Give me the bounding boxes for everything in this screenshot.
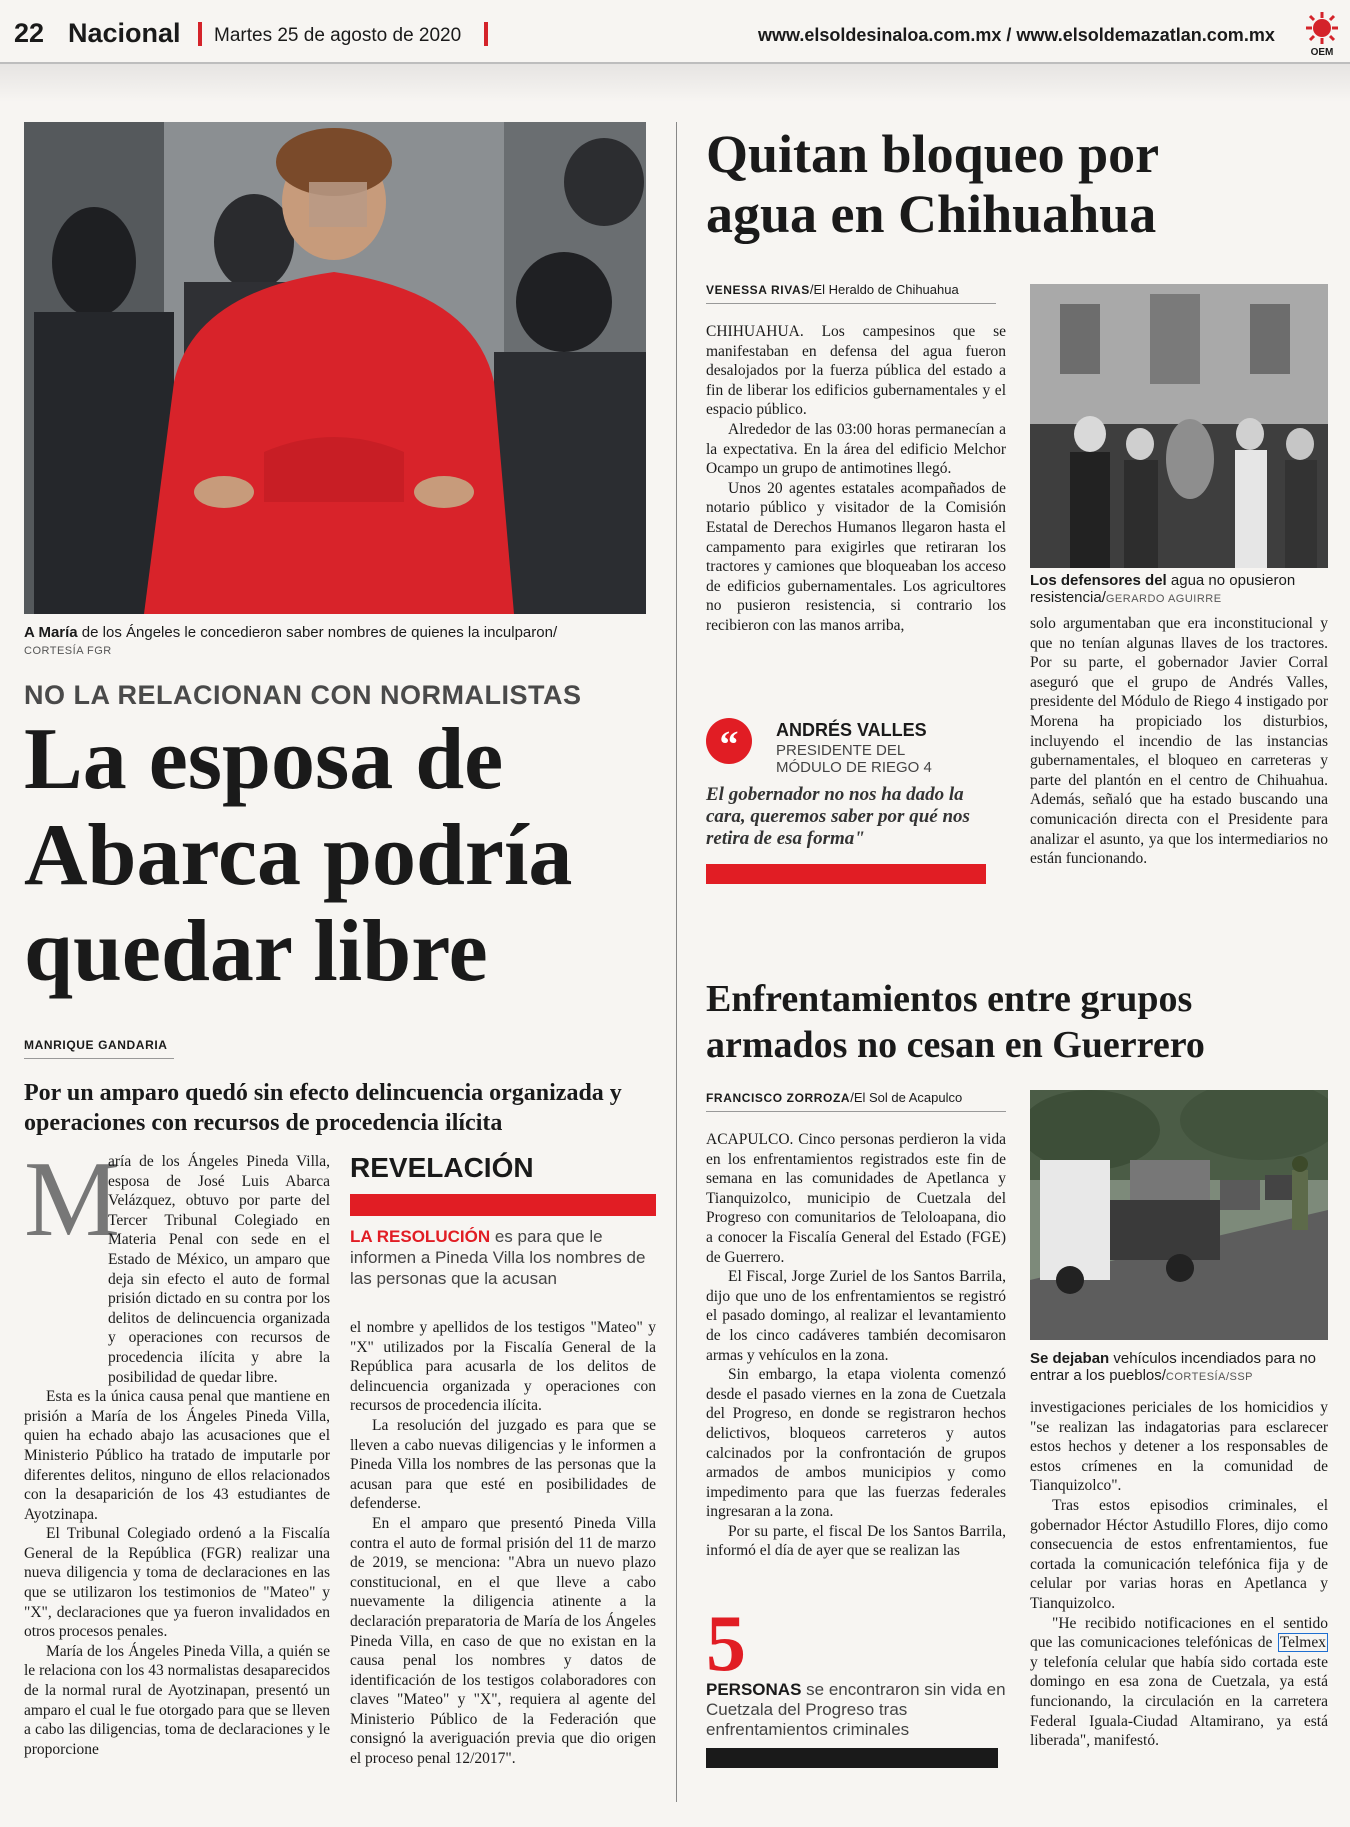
stat-lead: PERSONAS: [706, 1680, 802, 1699]
paragraph: Tras estos episodios criminales, el gobernador Héctor Astudillo Flores, dijo como consecuencia de estos enfrentamientos, fue cortada la comunicación telefónica fija y de celular por varias horas en Apetlanca y Tianquizolco.: [1030, 1496, 1328, 1612]
paragraph: El Fiscal, Jorge Zuriel de los Santos Barrila, dijo que uno de los enfrentamientos se registró el pasado domingo, al realizar el levantamiento de los cinco cadáveres también decomisaron armas y vehículos en la zona.: [706, 1268, 1006, 1364]
quote-role: PRESIDENTE DEL MÓDULO DE RIEGO 4: [776, 742, 932, 776]
story3-column-1: [706, 1130, 1006, 1561]
headline-line: Quitan bloqueo por: [706, 124, 1160, 184]
stat-text: [706, 1680, 1006, 1740]
paragraph: el nombre y apellidos de los testigos "Mateo" y "X" utilizados por la Fiscalía General de la República para acusarla de los delitos de delincuencia organizada y operaciones con recursos de procedencia ilícita.: [350, 1319, 656, 1415]
revelacion-lead: LA RESOLUCIÓN: [350, 1227, 491, 1246]
photo-chihuahua-protest: [1030, 284, 1328, 568]
story1-column-2: [350, 1318, 656, 1769]
quote-name: ANDRÉS VALLES: [776, 720, 927, 740]
story2-column-1: [706, 322, 1006, 636]
photo-guerrero-vehicles: [1030, 1090, 1328, 1340]
revelacion-text: [350, 1226, 656, 1289]
paragraph: Unos 20 agentes estatales acompañados de notario público y visitador de la Comisión Estatal de Derechos Humanos llegaron hasta el campamento para exigirles que retiraran los tractores y camiones que bloqueaban los acceso de edificios gubernamentales. Los agricultores no pusieron resistencia, si contrario los recibieron con las manos arriba,: [706, 479, 1006, 634]
photo-illustration: [1030, 1090, 1328, 1340]
headline-line: armados no cesan en Guerrero: [706, 1024, 1205, 1066]
photo-caption: [24, 624, 664, 658]
story1-column-1: [24, 1140, 330, 1759]
paragraph: Esta es la única causa penal que mantiene en prisión a María de los Ángeles Pineda Villa, quien ha echado abajo las acusaciones que el Ministerio Público ha tratado de imputarle por diferentes delitos, ninguno de ellos relacionados con la desaparición de los 43 estudiantes de Ayotzinapa.: [24, 1388, 330, 1523]
revelacion-bar: [350, 1194, 656, 1216]
drop-cap: M: [24, 1140, 121, 1259]
story3-byline: [706, 1090, 1006, 1112]
quote-bar: [706, 864, 986, 884]
byline-author: VENESSA RIVAS: [706, 283, 810, 297]
stat-body: se encontraron sin vida en Cuetzala del Progreso tras enfrentamientos criminales: [706, 1680, 1006, 1739]
caption-lead: Se dejaban: [1030, 1350, 1110, 1367]
caption-lead: Los defensores del: [1030, 572, 1167, 589]
kicker: NO LA RELACIONAN CON NORMALISTAS: [24, 680, 582, 710]
story2-byline: [706, 282, 996, 304]
revelacion-box: [350, 1152, 656, 1289]
story2-photo-caption: [1030, 572, 1330, 606]
story2-headline: [706, 124, 1326, 244]
story3-column-2: [1030, 1398, 1328, 1751]
caption-text: de los Ángeles le concedieron saber nombres de quienes la inculparon/: [77, 624, 558, 641]
paragraph: investigaciones periciales de los homicidios y "se realizan las indagatorias para esclarecer estos hechos y detener a los responsables de estos crímenes en la comunidad de Tianquizolco".: [1030, 1399, 1328, 1495]
headline-line: La esposa de: [24, 711, 504, 808]
photo-illustration: [1030, 284, 1328, 568]
section-name: Nacional: [68, 18, 181, 48]
stat-bar: [706, 1748, 998, 1768]
page-number: 22: [14, 18, 45, 48]
byline: [24, 1038, 174, 1059]
headline-line: Enfrentamientos entre grupos: [706, 978, 1193, 1020]
highlighted-word: Telmex: [1279, 1634, 1326, 1652]
logo-label: OEM: [1310, 47, 1334, 56]
photo-illustration: [24, 122, 646, 614]
story3-photo-caption: [1030, 1350, 1330, 1384]
caption-lead: A María: [24, 624, 78, 641]
headline-line: agua en Chihuahua: [706, 184, 1157, 244]
byline-outlet: /El Heraldo de Chihuahua: [809, 282, 959, 297]
header-rule: [0, 62, 1350, 102]
photo-maria-de-los-angeles: [24, 122, 646, 614]
website-urls: www.elsoldesinaloa.com.mx / www.elsoldemazatlan.com.mx: [758, 25, 1275, 45]
paragraph: CHIHUAHUA. Los campesinos que se manifestaban en defensa del agua fueron desalojados por la fuerza pública del estado a fin de liberar los edificios gubernamentales y el espacio público.: [706, 323, 1006, 419]
paragraph: El Tribunal Colegiado ordenó a la Fiscalía General de la República (FGR) realizar una nueva diligencia y toma de declaraciones en las que se utilizaron los testimonios de "Mateo" y "X", declaraciones que ya fueron invalidados en otros procesos penales.: [24, 1525, 330, 1641]
paragraph: Alrededor de las 03:00 horas permanecían a la expectativa. En la área del edificio Melchor Ocampo un grupo de antimotines llegó.: [706, 420, 1006, 478]
quote-text: El gobernador no nos ha dado la cara, queremos saber por qué nos retira de esa forma": [706, 784, 970, 849]
caption-text: vehículos incendiados para no entrar a los pueblos/: [1030, 1350, 1317, 1384]
header-separator: [198, 22, 202, 46]
photo-credit: CORTESÍA/SSP: [1165, 1371, 1254, 1383]
header-separator: [484, 22, 488, 46]
story3-headline: [706, 976, 1336, 1068]
byline-outlet: /El Sol de Acapulco: [850, 1090, 963, 1105]
revelacion-title: REVELACIÓN: [350, 1152, 534, 1183]
photo-credit: GERARDO AGUIRRE: [1105, 593, 1222, 605]
headline-line: Abarca podría: [24, 807, 573, 904]
photo-credit: CORTESÍA FGR: [24, 645, 112, 657]
stat-box: [706, 1600, 1006, 1768]
quote-end: y telefonía celular que había sido cortada este domingo en esa zona de Cuetzala, ya está funcionando, la circulación en la carretera Federal Iguala-Ciudad Altamirano, ya está liberada", manifestó.: [1030, 1653, 1328, 1750]
deck: Por un amparo quedó sin efecto delincuencia organizada y operaciones con recursos de procedencia ilícita: [24, 1080, 622, 1136]
paragraph: aría de los Ángeles Pineda Villa, esposa de José Luis Abarca Velázquez, obtuvo por parte del Tercer Tribunal Colegiado en Materia Penal con sede en el Estado de México, un amparo que deja sin efecto el auto de formal prisión dictado en su contra por los delitos de delincuencia organizada y operaciones con recursos de procedencia ilícita y abre la posibilidad de quedar libre.: [108, 1153, 330, 1386]
paragraph: En el amparo que presentó Pineda Villa contra el auto de formal prisión del 11 de marzo de 2019, se menciona: "Abra un nuevo plazo constitucional, en el que lleve a cabo nuevamente la diligencia atinente a la declaración preparatoria de María de los Ángeles Pineda Villa, en caso de que no existan en la causa penal los nombres y datos de identificación de los testigos colaboradores con claves "Mateo" y "X", requiera al agente del Ministerio Público de la Federación que consignó la averiguación previa que dio origen el proceso penal 12/2017".: [350, 1514, 656, 1768]
paragraph: Sin embargo, la etapa violenta comenzó desde el pasado viernes en la zona de Cuetzala del Progreso, en donde se registraron hechos delictivos, bloqueos carreteros y autos calcinados por la confrontación de grupos armados de ambos municipios y como impedimento para que las fuerzas federales ingresaran a la zona.: [706, 1366, 1006, 1521]
paragraph: Por su parte, el fiscal De los Santos Barrila, informó el día de ayer que se realizan las: [706, 1522, 1006, 1560]
byline-author: FRANCISCO ZORROZA: [706, 1091, 851, 1105]
paragraph: [1030, 1614, 1328, 1751]
paragraph: María de los Ángeles Pineda Villa, a quién se le relaciona con los 43 normalistas desaparecidos de la normal rural de Ayotzinapan, presentó un amparo el cual le fue otorgado para que se lleven a cabo las diligencias, toma de declaraciones y le proporcione: [24, 1642, 330, 1758]
page-header: [0, 0, 1350, 62]
quote-start: "He recibido notificaciones en el sentido que las comunicaciones telefónicas de: [1030, 1614, 1328, 1652]
quote-marks-icon: “: [706, 718, 752, 764]
byline-author: MANRIQUE GANDARIA: [24, 1038, 168, 1052]
paragraph: ACAPULCO. Cinco personas perdieron la vida en los enfrentamientos registrados este fin de semana en las comunidades de Apetlanca y Tianquizolco, municipio de Cuetzala del Progreso con comunitarios de Teloloapana, dio a conocer la Fiscalía General del Estado (FGE) de Guerrero.: [706, 1131, 1006, 1266]
issue-date: Martes 25 de agosto de 2020: [214, 25, 462, 46]
column-divider: [676, 122, 677, 1802]
headline-line: quedar libre: [24, 903, 488, 1000]
main-headline: [24, 712, 664, 1000]
paragraph: solo argumentaban que era inconstitucional y que no tenían algunas llaves de los tractores. Por su parte, el gobernador Javier Corral aseguró que el grupo de Andrés Valles, presidente del Módulo de Riego 4 instigado por Morena ha propiciado los disturbios, incluyendo el incendio de las instancias gubernamentales, el bloqueo en carreteras y parte del plantón en el centro de Chihuahua. Además, señaló que ha estado buscando una comunicación directa con el Presidente para analizar el asunto, ya que los intermediarios no están funcionando.: [1030, 615, 1328, 868]
paragraph: La resolución del juzgado es para que se lleven a cabo nuevas diligencias y le informen a Pineda Villa los nombres de las personas que la acusan para que esté en posibilidades de defenderse.: [350, 1416, 656, 1513]
stat-number: 5: [706, 1600, 746, 1688]
caption-text: agua no opusieron resistencia/: [1030, 572, 1296, 606]
story2-column-2: [1030, 614, 1328, 869]
revelacion-body: es para que le informen a Pineda Villa los nombres de las personas que la acusan: [350, 1227, 646, 1288]
oem-sun-logo-icon: [1302, 10, 1342, 56]
